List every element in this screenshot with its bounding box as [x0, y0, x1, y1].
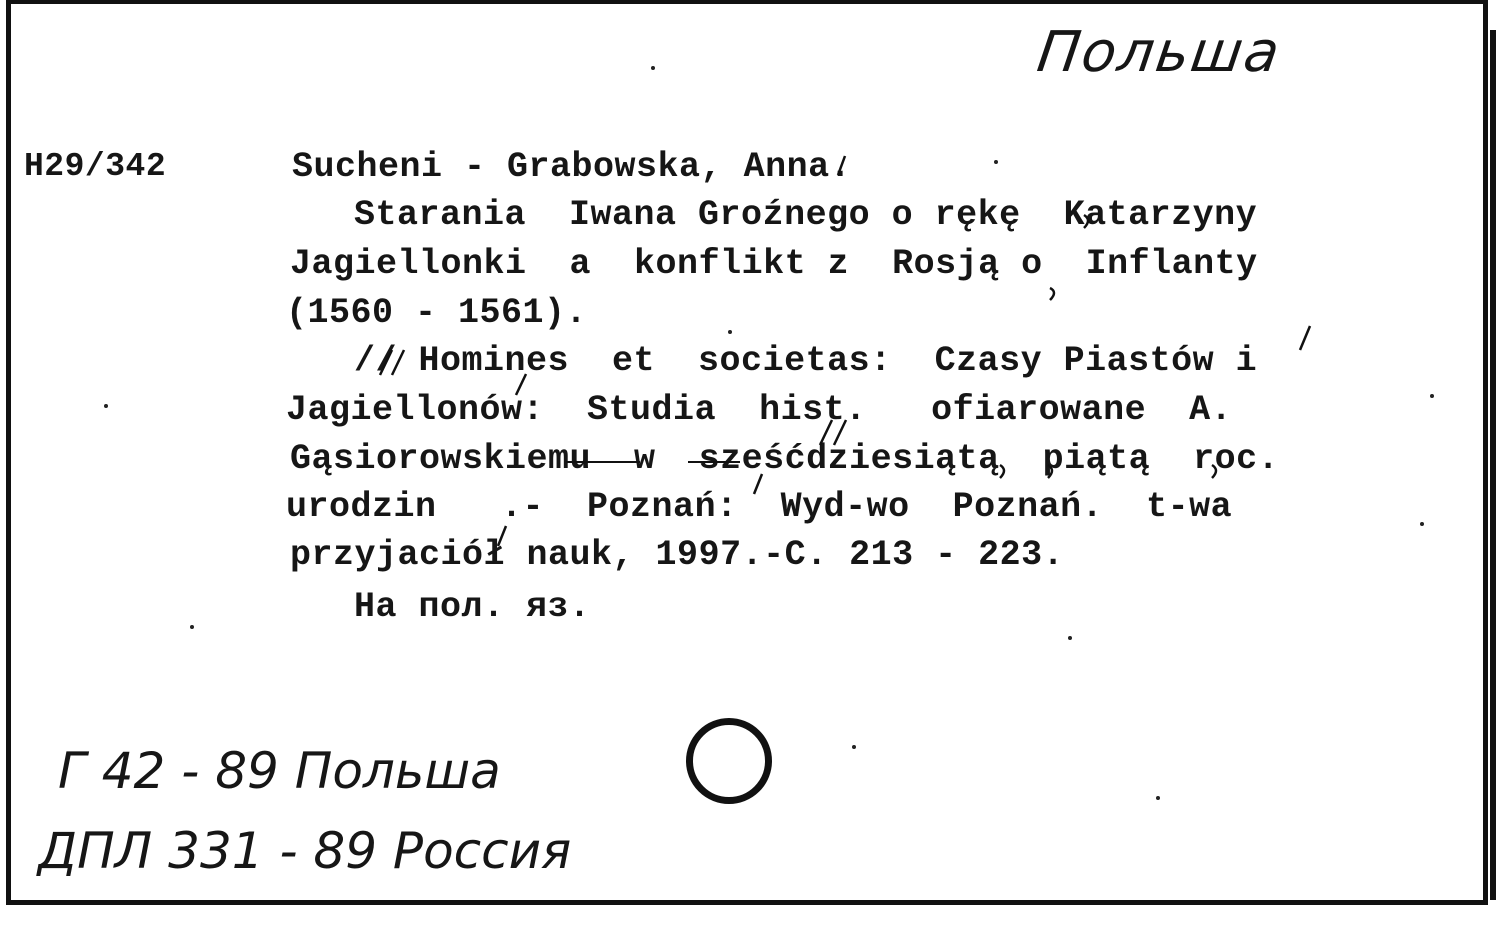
speck [651, 66, 655, 70]
speck [104, 404, 108, 408]
handwritten-note-line-1: Г 42 - 89 Польша [58, 742, 501, 800]
speck [728, 330, 732, 334]
speck [994, 160, 998, 164]
entry-title-line-1: Starania Iwana Groźnego o rękę Katarzyny [354, 195, 1258, 235]
speck [1156, 796, 1160, 800]
entry-source-line-5: przyjaciół nauk, 1997.-С. 213 - 223. [290, 535, 1065, 575]
entry-title-line-2: Jagiellonki a konflikt z Rosją o Inflanty [290, 244, 1258, 284]
speck [1068, 636, 1072, 640]
entry-source-line-4: urodzin .- Poznań: Wyd-wo Poznań. t-wa [286, 487, 1233, 527]
entry-author: Sucheni - Grabowska, Anna. [292, 147, 852, 187]
call-number: Н29/342 [24, 148, 167, 185]
handwritten-note-line-2: ДПЛ 331 - 89 Россия [38, 822, 572, 880]
corner-handwritten-note: Польша [1033, 20, 1286, 85]
speck [852, 745, 856, 749]
entry-source-line-1: // Homines et societas: Czasy Piastów i [354, 341, 1258, 381]
entry-source-line-3: Gąsiorowskiemu w sześćdziesiątą piątą roc. [290, 439, 1280, 479]
entry-language-note: На пол. яз. [354, 587, 591, 627]
speck [190, 625, 194, 629]
speck [1420, 522, 1424, 526]
entry-title-line-3: (1560 - 1561). [286, 293, 588, 333]
stamp-circle-mark [686, 718, 772, 804]
card-edge-shadow [1490, 30, 1496, 900]
speck [1430, 394, 1434, 398]
entry-source-line-2: Jagiellonów: Studia hist. ofiarowane A. [286, 390, 1233, 430]
